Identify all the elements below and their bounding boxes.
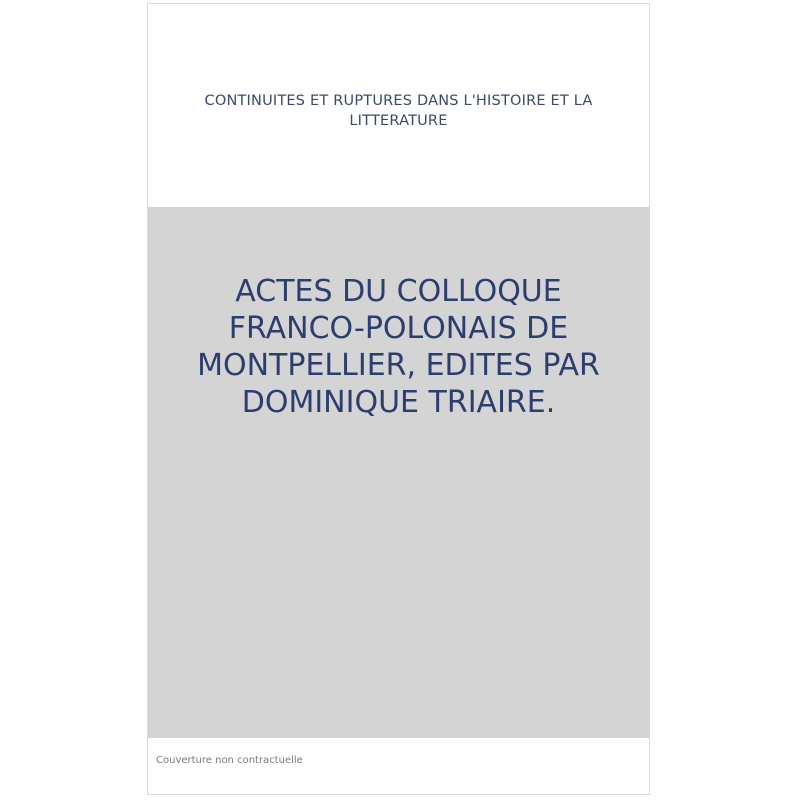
book-cover [147,3,650,795]
cover-disclaimer: Couverture non contractuelle [156,755,303,766]
title-panel [148,207,649,738]
series-title: CONTINUITES ET RUPTURES DANS L'HISTOIRE ET LA LITTERATURE [204,93,593,129]
book-title: ACTES DU COLLOQUE FRANCO-POLONAIS DE MONTPELLIER, EDITES PAR DOMINIQUE TRIAIRE. [197,274,600,420]
